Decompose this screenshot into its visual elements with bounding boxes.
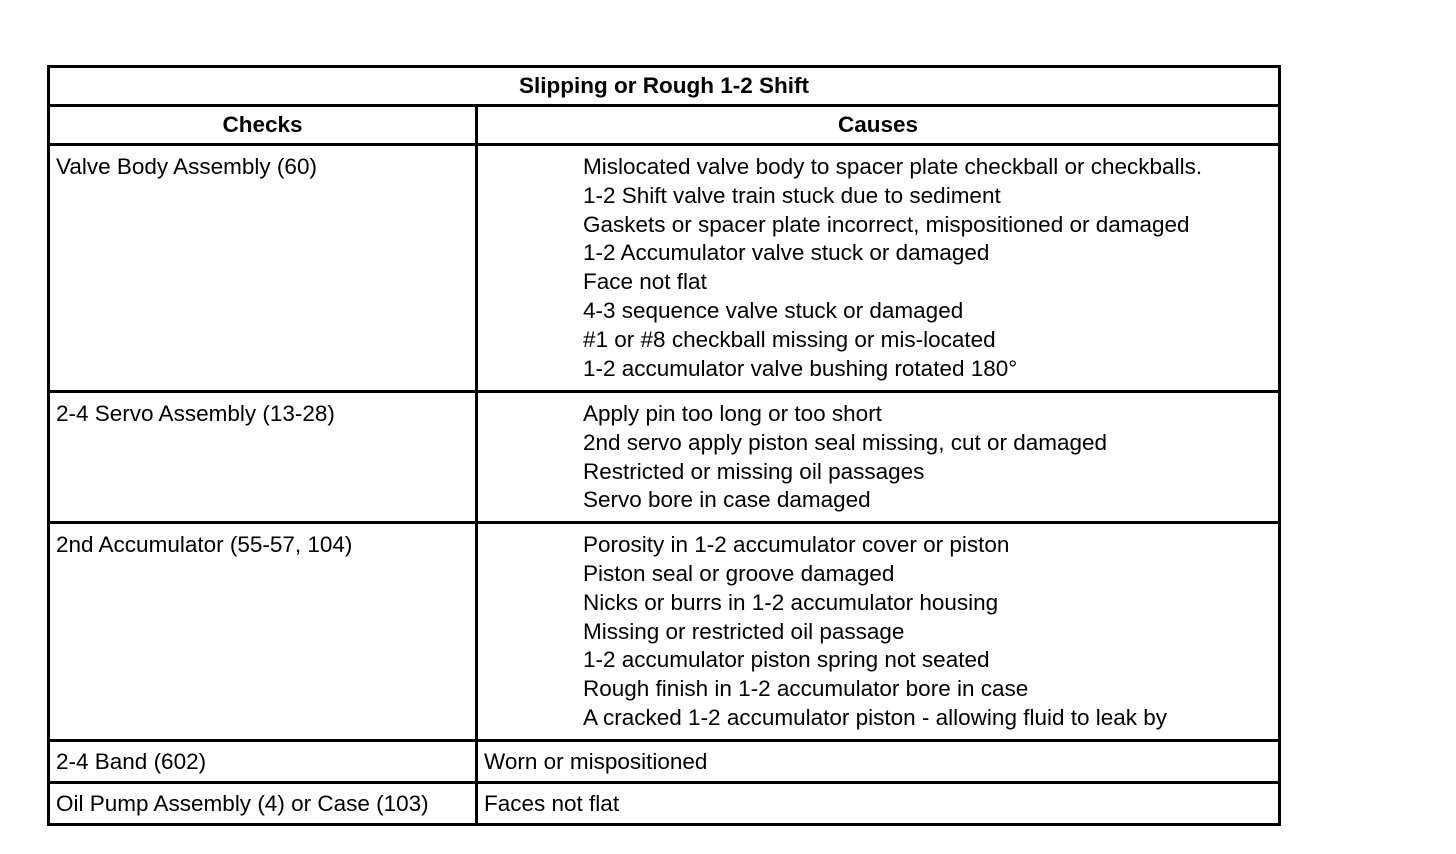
cause-item: 1-2 Accumulator valve stuck or damaged (583, 240, 990, 266)
check-cell: Valve Body Assembly (60) (49, 145, 477, 392)
table-row (49, 523, 1280, 741)
cause-item: 1-2 accumulator valve bushing rotated 180° (583, 355, 1018, 381)
cause-item: 1-2 accumulator piston spring not seated (583, 647, 990, 673)
table-title: Slipping or Rough 1-2 Shift (49, 67, 1280, 106)
cause-item: Servo bore in case damaged (583, 487, 871, 513)
causes-cell (477, 392, 1280, 523)
cause-item: Mislocated valve body to spacer plate checkball or checkballs. (583, 154, 1203, 179)
cause-item: A cracked 1-2 accumulator piston - allowing fluid to leak by (583, 704, 1168, 730)
check-cell: 2-4 Band (602) (49, 741, 477, 783)
cause-item: Rough finish in 1-2 accumulator bore in case (583, 676, 1029, 702)
cause-item: 1-2 Shift valve train stuck due to sediment (583, 182, 1001, 208)
table-row (49, 145, 1280, 392)
title-row (49, 67, 1280, 106)
cause-item: Apply pin too long or too short (583, 401, 882, 426)
table-row (49, 392, 1280, 523)
cause-item: Porosity in 1-2 accumulator cover or piston (583, 532, 1010, 558)
table-row (49, 783, 1280, 825)
cause-item: Nicks or burrs in 1-2 accumulator housing (583, 589, 999, 615)
causes-cell (477, 523, 1280, 741)
causes-cell (477, 145, 1280, 392)
cause-item: Restricted or missing oil passages (583, 458, 925, 484)
diagnosis-table (47, 65, 1281, 826)
cause-item: 2nd servo apply piston seal missing, cut or damaged (583, 429, 1108, 455)
cause-item: 4-3 sequence valve stuck or damaged (583, 297, 964, 323)
check-cell: 2-4 Servo Assembly (13-28) (49, 392, 477, 523)
header-checks: Checks (49, 106, 477, 145)
cause-item: Missing or restricted oil passage (583, 618, 905, 644)
check-cell: Oil Pump Assembly (4) or Case (103) (49, 783, 477, 825)
cause-item: #1 or #8 checkball missing or mis-located (583, 326, 996, 352)
cause-item: Piston seal or groove damaged (583, 560, 895, 586)
cause-item: Face not flat (583, 269, 707, 295)
header-causes: Causes (477, 106, 1280, 145)
check-cell: 2nd Accumulator (55-57, 104) (49, 523, 477, 741)
header-row (49, 106, 1280, 145)
cause-item: Gaskets or spacer plate incorrect, mispositioned or damaged (583, 211, 1190, 237)
causes-cell: Worn or mispositioned (477, 741, 1280, 783)
table-row (49, 741, 1280, 783)
causes-cell: Faces not flat (477, 783, 1280, 825)
